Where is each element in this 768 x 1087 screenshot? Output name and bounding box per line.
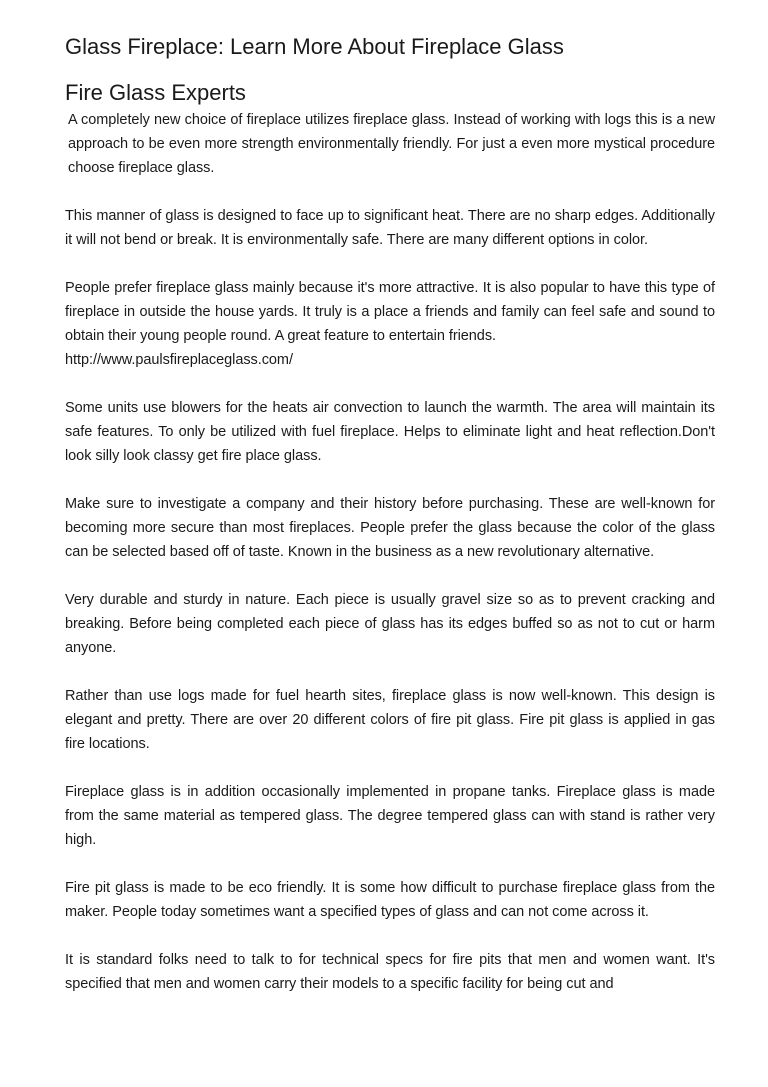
paragraph-3 (65, 276, 715, 372)
paragraph-1: A completely new choice of fireplace utilizes fireplace glass. Instead of working with logs this is a new approach to be even more strength environmentally friendly. For just a even more mystical procedure choose fireplace glass. (68, 112, 715, 176)
paragraph-8: Fireplace glass is in addition occasionally implemented in propane tanks. Fireplace glass is made from the same material as tempered glass. The degree tempered glass can with stand is rather very high. (65, 784, 715, 848)
website-url: http://www.paulsfireplaceglass.com/ (65, 352, 293, 368)
paragraph-7: Rather than use logs made for fuel hearth sites, fireplace glass is now well-known. This design is elegant and pretty. There are over 20 different colors of fire pit glass. Fire pit glass is applied in gas fire locations. (65, 688, 715, 752)
document-title: Glass Fireplace: Learn More About Fireplace Glass (65, 34, 564, 59)
paragraph-5: Make sure to investigate a company and their history before purchasing. These are well-known for becoming more secure than most fireplaces. People prefer the glass because the color of the glass can be selected based off of taste. Known in the business as a new revolutionary alternative. (65, 496, 715, 560)
document-subtitle: Fire Glass Experts (65, 80, 246, 105)
paragraph-4: Some units use blowers for the heats air convection to launch the warmth. The area will maintain its safe features. To only be utilized with fuel fireplace. Helps to eliminate light and heat reflection.Don't look silly look classy get fire place glass. (65, 400, 715, 464)
paragraph-6: Very durable and sturdy in nature. Each piece is usually gravel size so as to prevent cracking and breaking. Before being completed each piece of glass has its edges buffed so as not to cut or harm anyone. (65, 592, 715, 656)
paragraph-10: It is standard folks need to talk to for technical specs for fire pits that men and women want. It's specified that men and women carry their models to a specific facility for being cut and (65, 952, 715, 992)
document-page (65, 30, 715, 1020)
paragraph-3-text: People prefer fireplace glass mainly because it's more attractive. It is also popular to have this type of fireplace in outside the house yards. It truly is a place a friends and family can feel safe and sound to obtain their young people round. A great feature to entertain friends. (65, 280, 715, 344)
paragraph-9: Fire pit glass is made to be eco friendly. It is some how difficult to purchase fireplace glass from the maker. People today sometimes want a specified types of glass and can not come across it. (65, 880, 715, 920)
paragraph-2: This manner of glass is designed to face up to significant heat. There are no sharp edges. Additionally it will not bend or break. It is environmentally safe. There are many different options in color. (65, 208, 715, 248)
